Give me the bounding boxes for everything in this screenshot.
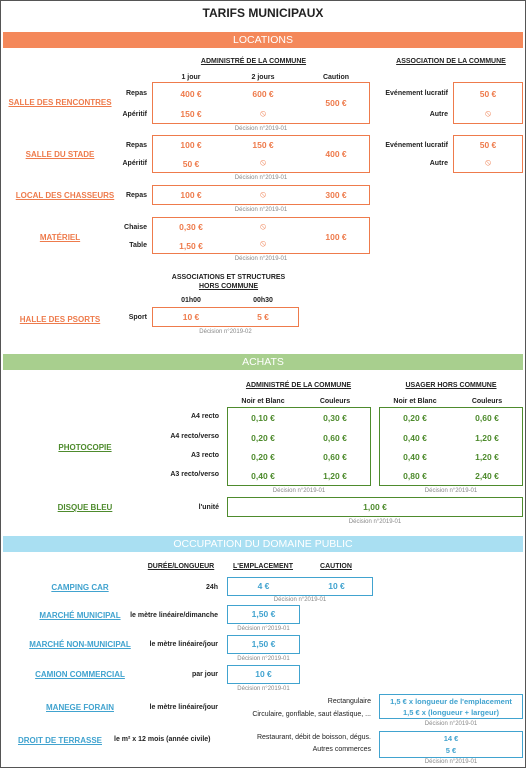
price-chaise-1jour: 0,30 € xyxy=(179,222,203,232)
price-usager-couleur: 0,60 € xyxy=(475,413,499,423)
halle-header-line2: HORS COMMUNE xyxy=(198,283,259,290)
admin-header: ADMINISTRÉ DE LA COMMUNE xyxy=(200,58,307,65)
col-noir-blanc: Noir et Blanc xyxy=(241,398,285,405)
item-camping-car: CAMPING CAR xyxy=(51,583,109,592)
row-duree: le mètre linéaire/jour xyxy=(149,704,218,711)
price-usager-couleur: 1,20 € xyxy=(475,433,499,443)
decision-note: Décision n°2019-01 xyxy=(234,256,288,262)
item-materiel: MATÉRIEL xyxy=(39,233,81,242)
price-repas-2jours: 600 € xyxy=(252,89,274,99)
price-repas-1jour: 100 € xyxy=(180,140,202,150)
item-disque-bleu: DISQUE BLEU xyxy=(57,503,113,512)
col-caution: CAUTION xyxy=(320,563,352,570)
price-circulaire: 1,5 € x (longueur + largeur) xyxy=(402,708,500,717)
item-photocopie: PHOTOCOPIE xyxy=(58,443,112,452)
col-00h30: 00h30 xyxy=(253,297,273,304)
row-duree: le m² x 12 mois (année civile) xyxy=(114,736,211,743)
decision-note: Décision n°2019-01 xyxy=(237,656,290,662)
price-assoc-lucratif: 50 € xyxy=(479,89,497,99)
price-disque-bleu: 1,00 € xyxy=(363,502,387,512)
row-label-autre: Autre xyxy=(429,111,448,118)
row-type-rectangulaire: Rectangulaire xyxy=(327,698,371,705)
item-halle-sports: HALLE DES PSORTS xyxy=(19,315,101,324)
decision-note: Décision n°2019-01 xyxy=(424,721,478,727)
decision-note: Décision n°2019-02 xyxy=(199,329,252,335)
price-usager-nb: 0,20 € xyxy=(403,413,427,423)
decision-note: Décision n°2019-01 xyxy=(424,488,478,494)
price-usager-couleur: 1,20 € xyxy=(475,452,499,462)
row-label-evenement-lucratif: Evénement lucratif xyxy=(385,90,448,97)
halle-header-line1: ASSOCIATIONS ET STRUCTURES xyxy=(171,274,286,281)
price-repas-1jour: 100 € xyxy=(180,190,202,200)
row-label-repas: Repas xyxy=(125,142,147,149)
prohibited-icon: ⦸ xyxy=(485,157,491,167)
price-halle-01h00: 10 € xyxy=(182,312,200,322)
price-aperitif-1jour: 150 € xyxy=(180,109,202,119)
row-label-aperitif: Apéritif xyxy=(122,111,147,118)
prohibited-icon: ⦸ xyxy=(260,157,266,167)
row-label-photocopie: A4 recto xyxy=(190,413,219,420)
col-couleurs: Couleurs xyxy=(319,398,351,405)
price-admin-couleur: 0,30 € xyxy=(323,413,347,423)
row-label-sport: Sport xyxy=(128,314,147,321)
price-repas-1jour: 400 € xyxy=(180,89,202,99)
row-label-photocopie: A3 recto/verso xyxy=(170,471,219,478)
prohibited-icon: ⦸ xyxy=(260,108,266,118)
price-usager-couleur: 2,40 € xyxy=(475,471,499,481)
col-couleurs: Couleurs xyxy=(471,398,503,405)
price-repas-2jours: 150 € xyxy=(252,140,274,150)
decision-note: Décision n°2019-01 xyxy=(234,175,288,181)
price-admin-nb: 0,10 € xyxy=(251,413,275,423)
row-label-repas: Repas xyxy=(125,90,147,97)
row-label-photocopie: A4 recto/verso xyxy=(170,433,219,440)
section-header-locations: LOCATIONS xyxy=(3,32,523,48)
prohibited-icon: ⦸ xyxy=(260,189,266,199)
price-admin-nb: 0,20 € xyxy=(251,452,275,462)
section-header-occupation: OCCUPATION DU DOMAINE PUBLIC xyxy=(3,536,523,552)
price-usager-nb: 0,80 € xyxy=(403,471,427,481)
col-1jour: 1 jour xyxy=(181,74,201,81)
item-manege-forain: MANEGE FORAIN xyxy=(46,703,114,712)
row-type-autres-commerces: Autres commerces xyxy=(312,746,371,753)
item-camion-commercial: CAMION COMMERCIAL xyxy=(35,670,125,679)
row-duree: le mètre linéaire/jour xyxy=(149,641,218,648)
price-aperitif-1jour: 50 € xyxy=(182,159,200,169)
row-label-chaise: Chaise xyxy=(124,224,147,231)
row-type-circulaire: Circulaire, gonflable, saut élastique, ... xyxy=(252,711,371,718)
usager-header: USAGER HORS COMMUNE xyxy=(405,382,497,389)
price-admin-nb: 0,20 € xyxy=(251,433,275,443)
item-marche-non-municipal: MARCHÉ NON-MUNICIPAL xyxy=(29,640,131,649)
prohibited-icon: ⦸ xyxy=(260,238,266,248)
col-noir-blanc: Noir et Blanc xyxy=(393,398,437,405)
row-duree: le mètre linéaire/dimanche xyxy=(130,612,218,619)
item-salle-stade: SALLE DU STADE xyxy=(25,150,95,159)
price-restaurant: 14 € xyxy=(443,734,459,743)
price-assoc-lucratif: 50 € xyxy=(479,140,497,150)
price-emplacement: 1,50 € xyxy=(251,609,276,619)
item-marche-municipal: MARCHÉ MUNICIPAL xyxy=(39,611,121,620)
prohibited-icon: ⦸ xyxy=(260,221,266,231)
admin-header: ADMINISTRÉ DE LA COMMUNE xyxy=(245,382,352,389)
price-admin-couleur: 0,60 € xyxy=(323,433,347,443)
decision-note: Décision n°2019-01 xyxy=(234,207,288,213)
price-rectangulaire: 1,5 € x longueur de l'emplacement xyxy=(390,697,512,706)
page-title: TARIFS MUNICIPAUX xyxy=(202,6,324,20)
decision-note: Décision n°2019-01 xyxy=(348,519,402,525)
price-caution: 400 € xyxy=(325,149,347,159)
decision-note: Décision n°2019-01 xyxy=(237,626,290,632)
row-label-table: Table xyxy=(129,242,147,249)
section-header-achats: ACHATS xyxy=(3,354,523,370)
row-duree: par jour xyxy=(191,671,218,678)
decision-note: Décision n°2019-01 xyxy=(272,488,326,494)
col-2jours: 2 jours xyxy=(251,74,275,81)
item-local-chasseurs: LOCAL DES CHASSEURS xyxy=(15,191,115,200)
col-01h00: 01h00 xyxy=(181,297,201,304)
price-autres-commerces: 5 € xyxy=(445,746,457,755)
col-emplacement: L'EMPLACEMENT xyxy=(233,563,293,570)
price-usager-nb: 0,40 € xyxy=(403,452,427,462)
price-caution: 300 € xyxy=(325,190,347,200)
row-duree: 24h xyxy=(205,584,218,591)
price-usager-nb: 0,40 € xyxy=(403,433,427,443)
row-label-aperitif: Apéritif xyxy=(122,160,147,167)
col-caution: Caution xyxy=(322,74,350,81)
price-table-1jour: 1,50 € xyxy=(179,241,203,251)
price-admin-couleur: 1,20 € xyxy=(323,471,347,481)
row-type-restaurant: Restaurant, débit de boisson, dégus. xyxy=(256,734,371,741)
prohibited-icon: ⦸ xyxy=(485,108,491,118)
assoc-header: ASSOCIATION DE LA COMMUNE xyxy=(396,58,506,65)
row-label-unite: l'unité xyxy=(198,504,219,511)
price-emplacement: 10 € xyxy=(255,669,272,679)
decision-note: Décision n°2019-01 xyxy=(273,597,327,603)
row-label-repas: Repas xyxy=(125,192,147,199)
item-droit-terrasse: DROIT DE TERRASSE xyxy=(17,736,102,745)
row-label-evenement-lucratif: Evénement lucratif xyxy=(385,142,448,149)
item-salle-rencontres: SALLE DES RENCONTRES xyxy=(8,98,112,107)
decision-note: Décision n°2019-01 xyxy=(424,759,478,765)
price-admin-nb: 0,40 € xyxy=(251,471,275,481)
row-label-autre: Autre xyxy=(429,160,448,167)
price-emplacement: 1,50 € xyxy=(251,639,276,649)
row-label-photocopie: A3 recto xyxy=(190,452,219,459)
price-caution: 100 € xyxy=(325,232,347,242)
price-halle-00h30: 5 € xyxy=(257,312,269,322)
price-emplacement: 4 € xyxy=(257,581,270,591)
col-duree-longueur: DURÉE/LONGUEUR xyxy=(147,563,215,570)
price-caution: 500 € xyxy=(325,98,347,108)
price-caution: 10 € xyxy=(328,581,345,591)
decision-note: Décision n°2019-01 xyxy=(237,686,290,692)
decision-note: Décision n°2019-01 xyxy=(234,126,288,132)
price-admin-couleur: 0,60 € xyxy=(323,452,347,462)
